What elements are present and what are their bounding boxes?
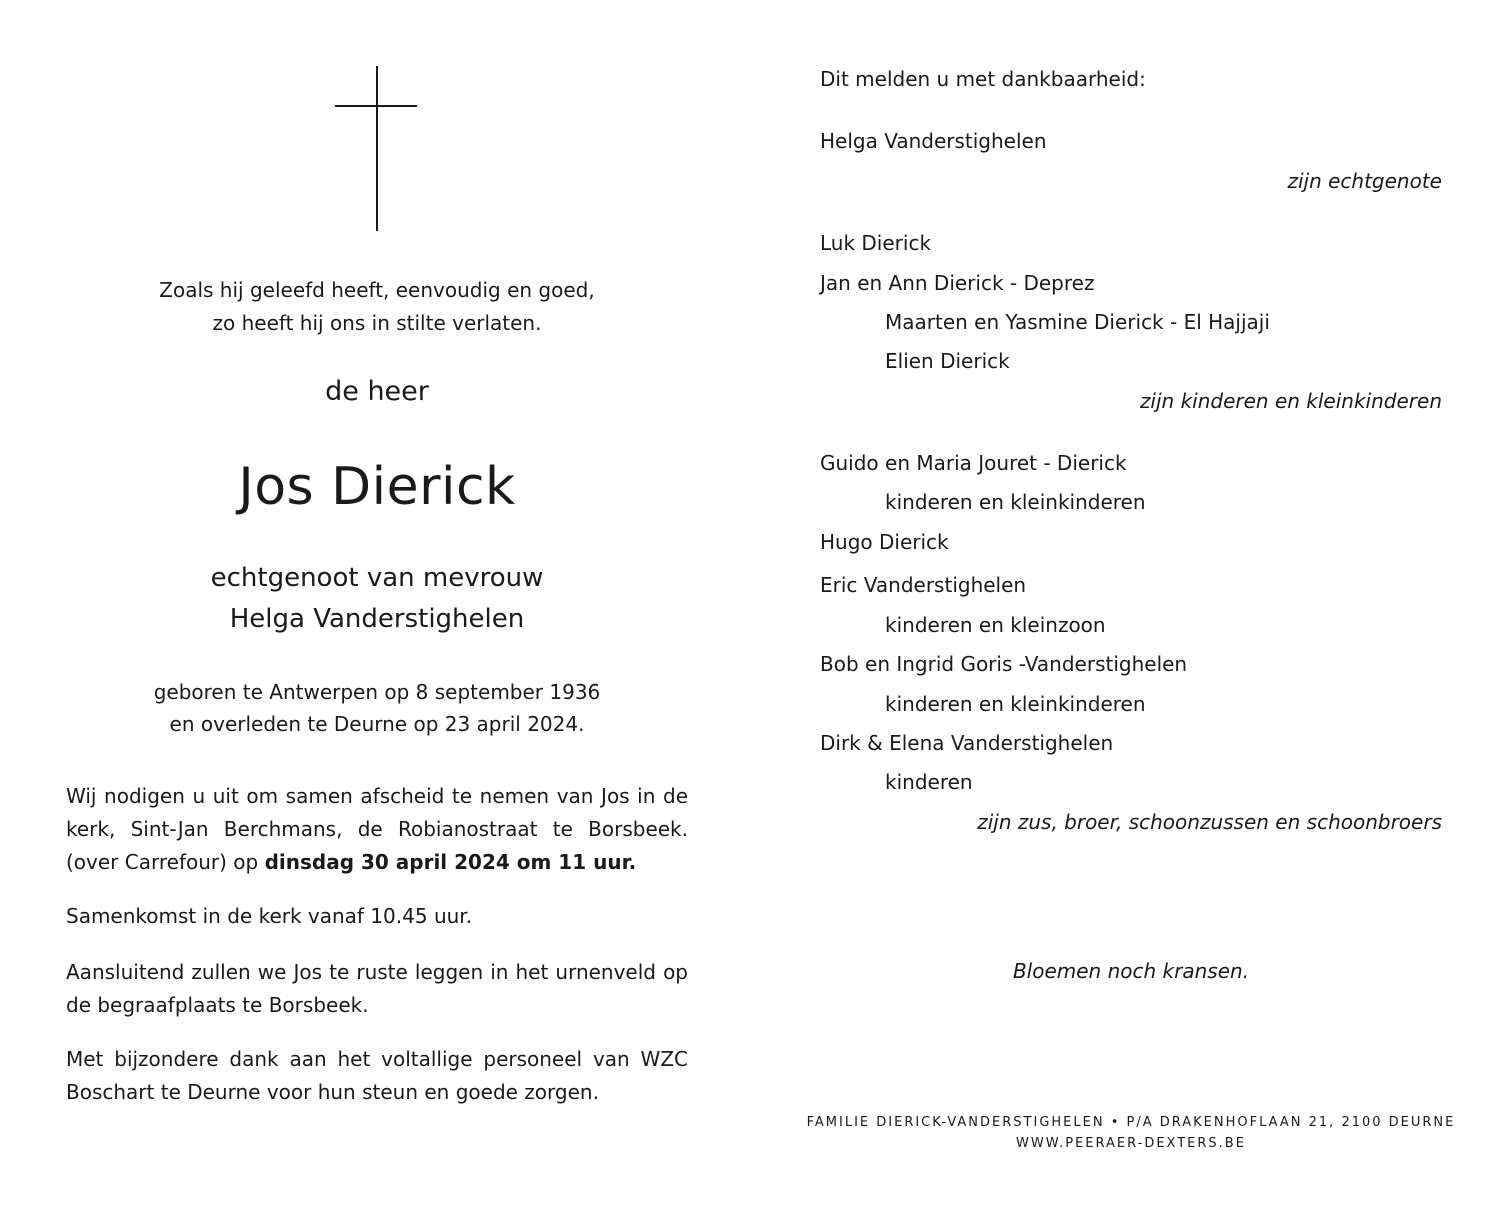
sibling-4-sub: kinderen en kleinkinderen: [885, 692, 1146, 716]
family-child-2: Jan en Ann Dierick - Deprez: [820, 271, 1095, 295]
spouse-line-1: echtgenoot van mevrouw: [210, 563, 544, 593]
sibling-3-sub: kinderen en kleinzoon: [885, 613, 1106, 637]
honorific: de heer: [325, 376, 429, 407]
ceremony-datetime: dinsdag 30 april 2024 om 11 uur.: [264, 850, 637, 874]
children-role: zijn kinderen en kleinkinderen: [1139, 389, 1442, 413]
announcement-intro: Dit melden u met dankbaarheid:: [820, 67, 1146, 91]
family-wife: Helga Vanderstighelen: [820, 129, 1047, 153]
spouse-line-2: Helga Vanderstighelen: [229, 604, 525, 634]
wife-role: zijn echtgenote: [1287, 169, 1442, 193]
thanks-paragraph: Met bijzondere dank aan het voltallige personeel van WZC Boschart te Deurne voor hun steun en goede zorgen.: [66, 1047, 688, 1104]
family-child-1: Luk Dierick: [820, 231, 932, 255]
siblings-role: zijn zus, broer, schoonzussen en schoonbroers: [977, 810, 1442, 834]
flowers-note: Bloemen noch kransen.: [1012, 959, 1250, 983]
life-dates: [66, 676, 688, 740]
memorial-quote: [66, 274, 688, 340]
footer-website: WWW.PEERAER-DEXTERS.BE: [1016, 1136, 1246, 1151]
family-sibling-2: Hugo Dierick: [820, 530, 949, 554]
family-sibling-4: Bob en Ingrid Goris -Vanderstighelen: [820, 652, 1188, 676]
quote-line-1: Zoals hij geleefd heeft, eenvoudig en goed,: [159, 278, 595, 302]
family-sibling-1: Guido en Maria Jouret - Dierick: [820, 451, 1127, 475]
invitation-text: Wij nodigen u uit om samen afscheid te nemen van Jos in de kerk, Sint-Jan Berchmans, de Robianostraat te Borsbeek. (over Carrefour) op: [66, 784, 688, 874]
family-grandchild-2: Elien Dierick: [885, 349, 1010, 373]
death-line: en overleden te Deurne op 23 april 2024.: [169, 712, 585, 736]
gathering-paragraph: Samenkomst in de kerk vanaf 10.45 uur.: [66, 904, 473, 928]
family-sibling-5: Dirk & Elena Vanderstighelen: [820, 731, 1114, 755]
sibling-5-sub: kinderen: [885, 770, 973, 794]
birth-line: geboren te Antwerpen op 8 september 1936: [153, 680, 601, 704]
family-grandchild-1: Maarten en Yasmine Dierick - El Hajjaji: [885, 310, 1270, 334]
quote-line-2: zo heeft hij ons in stilte verlaten.: [212, 311, 542, 335]
footer-address: FAMILIE DIERICK-VANDERSTIGHELEN • P/A DRAKENHOFLAAN 21, 2100 DEURNE: [806, 1115, 1456, 1130]
deceased-name: Jos Dierick: [238, 457, 516, 517]
spouse-info: [66, 558, 688, 640]
sibling-1-sub: kinderen en kleinkinderen: [885, 490, 1146, 514]
invitation-paragraph: [66, 780, 688, 879]
family-sibling-3: Eric Vanderstighelen: [820, 573, 1027, 597]
cross-icon: [335, 66, 417, 231]
burial-paragraph: Aansluitend zullen we Jos te ruste leggen in het urnenveld op de begraafplaats te Borsbeek.: [66, 960, 688, 1017]
